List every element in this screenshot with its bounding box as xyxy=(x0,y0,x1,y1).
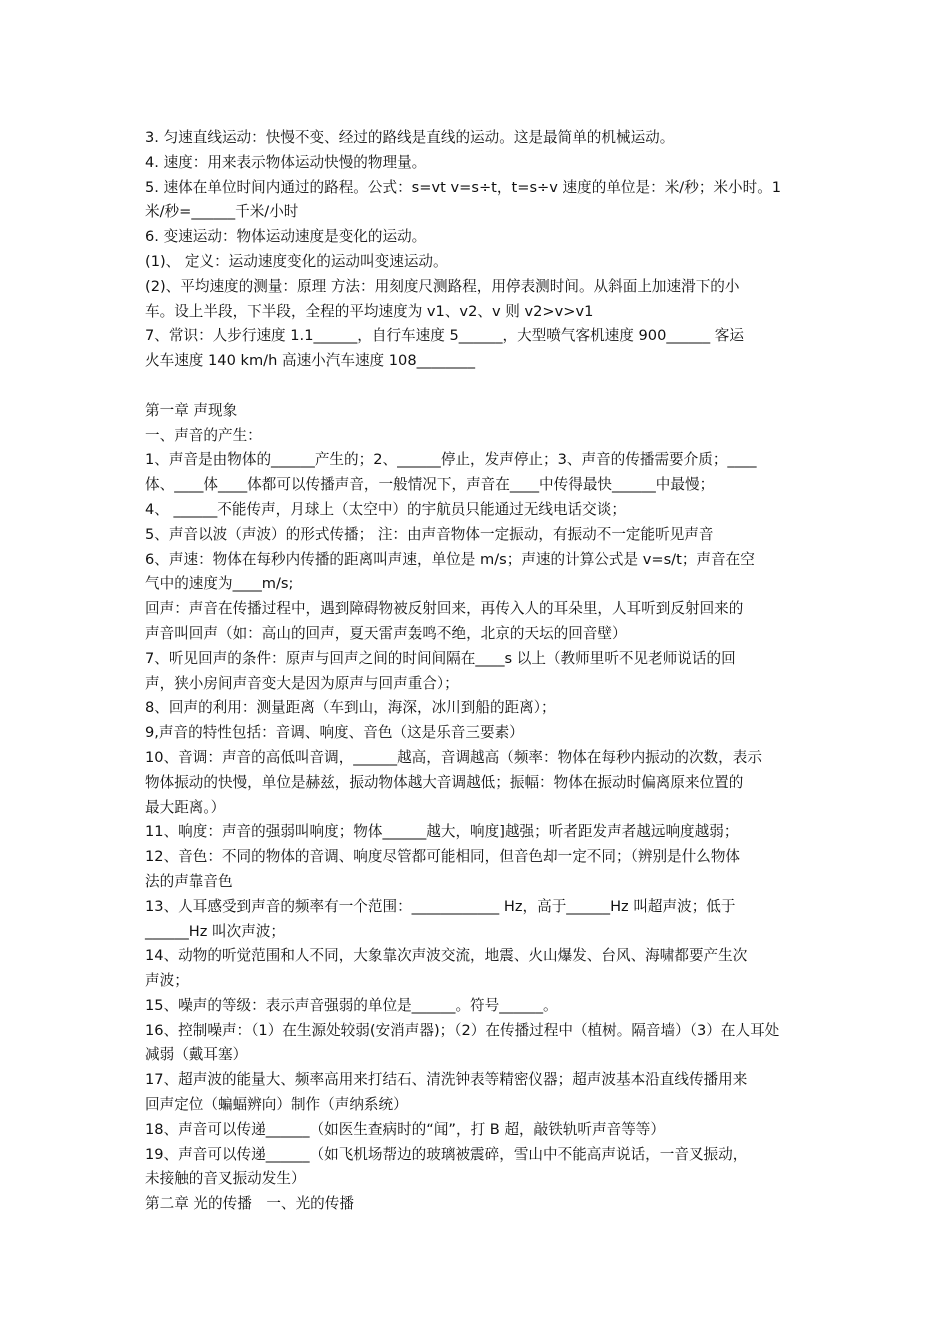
text-line: 4. 速度：用来表示物体运动快慢的物理量。 xyxy=(145,153,427,171)
text-line: 声音叫回声（如：高山的回声，夏天雷声轰鸣不绝，北京的天坛的回音壁） xyxy=(145,624,627,642)
text-line: (1)、 定义：运动速度变化的运动叫变速运动。 xyxy=(145,252,448,270)
text-line: 米/秒=______千米/小时 xyxy=(145,203,299,221)
text-line: 18、声音可以传递______（如医生查病时的“闻”，打 B 超，敲铁轨听声音等等） xyxy=(145,1120,665,1138)
text-line: ______Hz 叫次声波； xyxy=(145,922,286,940)
text-line: 19、声音可以传递______（如飞机场帮边的玻璃被震碎，雪山中不能高声说话，一音叉振动， xyxy=(145,1145,748,1163)
text-line: (2)、平均速度的测量：原理 方法：用刻度尺测路程，用停表测时间。从斜面上加速滑下的小 xyxy=(145,277,740,295)
text-line: 一、声音的产生： xyxy=(145,426,262,444)
text-line: 气中的速度为____m/s; xyxy=(145,575,294,593)
text-line: 火车速度 140 km/h 高速小汽车速度 108________ xyxy=(145,352,476,370)
text-line: 5、声音以波（声波）的形式传播； 注：由声音物体一定振动，有振动不一定能听见声音 xyxy=(145,525,714,543)
text-line: 第二章 光的传播 一、光的传播 xyxy=(145,1195,354,1213)
text-line: 声，狭小房间声音变大是因为原声与回声重合）； xyxy=(145,674,459,692)
text-line: 11、响度：声音的强弱叫响度；物体______越大，响度]越强；听者距发声者越远响度越弱； xyxy=(145,823,739,841)
text-line: 声波； xyxy=(145,972,189,990)
text-line: 6. 变速运动：物体运动速度是变化的运动。 xyxy=(145,228,427,246)
text-line: 12、音色：不同的物体的音调、响度尽管都可能相同，但音色却一定不同；（辨别是什么物体 xyxy=(145,848,741,866)
text-line: 回声：声音在传播过程中，遇到障碍物被反射回来，再传入人的耳朵里，人耳听到反射回来的 xyxy=(145,600,744,618)
text-line: 13、人耳感受到声音的频率有一个范围：____________ Hz，高于______Hz 叫超声波；低于 xyxy=(145,897,736,915)
text-line: 最大距离。） xyxy=(145,798,226,816)
text-line: 14、动物的听觉范围和人不同，大象靠次声波交流，地震、火山爆发、台风、海啸都要产生次 xyxy=(145,947,748,965)
text-line: 8、回声的利用：测量距离（车到山，海深，冰川到船的距离）； xyxy=(145,699,556,717)
text-line: 1、声音是由物体的______产生的；2、______停止，发声停止；3、声音的传播需要介质；____ xyxy=(145,451,757,469)
text-line: 第一章 声现象 xyxy=(145,401,238,419)
text-line: 7、常识：人步行速度 1.1______，自行车速度 5______，大型喷气客机速度 900______ 客运 xyxy=(145,327,744,345)
document-body xyxy=(145,126,810,1217)
text-line: 4、 ______不能传声，月球上（太空中）的宇航员只能通过无线电话交谈； xyxy=(145,500,626,518)
text-line: 回声定位（蝙蝠辨向）制作（声纳系统） xyxy=(145,1096,408,1114)
text-line: 减弱（戴耳塞） xyxy=(145,1046,248,1064)
sound-chapter-section xyxy=(145,399,810,1217)
text-line: 体、____体____体都可以传播声音，一般情况下，声音在____中传得最快______中最慢； xyxy=(145,476,715,494)
section-gap xyxy=(145,374,810,399)
text-line: 3. 匀速直线运动：快慢不变、经过的路线是直线的运动。这是最简单的机械运动。 xyxy=(145,129,675,146)
text-line: 17、超声波的能量大、频率高用来打结石、清洗钟表等精密仪器；超声波基本沿直线传播用来 xyxy=(145,1071,748,1089)
text-line: 16、控制噪声：（1）在生源处较弱(安消声器)；（2）在传播过程中（植树。隔音墙）（3）在人耳处 xyxy=(145,1021,780,1039)
text-line: 物体振动的快慢，单位是赫兹，振动物体越大音调越低；振幅：物体在振动时偏离原来位置的 xyxy=(145,773,744,791)
motion-speed-section xyxy=(145,126,810,374)
text-line: 15、噪声的等级：表示声音强弱的单位是______。符号______。 xyxy=(145,996,558,1014)
text-line: 10、音调：声音的高低叫音调，______越高，音调越高（频率：物体在每秒内振动的次数，表示 xyxy=(145,748,762,766)
text-line: 车。设上半段，下半段，全程的平均速度为 v1、v2、v 则 v2>v>v1 xyxy=(145,302,594,320)
text-line: 未接触的音叉振动发生） xyxy=(145,1170,306,1188)
text-line: 7、听见回声的条件：原声与回声之间的时间间隔在____s 以上（教师里听不见老师说话的回 xyxy=(145,649,736,667)
text-line: 法的声靠音色 xyxy=(145,872,233,890)
text-line: 5. 速体在单位时间内通过的路程。公式：s=vt v=s÷t，t=s÷v 速度的单位是：米/秒；米小时。1 xyxy=(145,178,782,196)
text-line: 9,声音的特性包括：音调、响度、音色（这是乐音三要素） xyxy=(145,724,524,742)
text-line: 6、声速：物体在每秒内传播的距离叫声速，单位是 m/s；声速的计算公式是 v=s/t；声音在空 xyxy=(145,550,755,568)
